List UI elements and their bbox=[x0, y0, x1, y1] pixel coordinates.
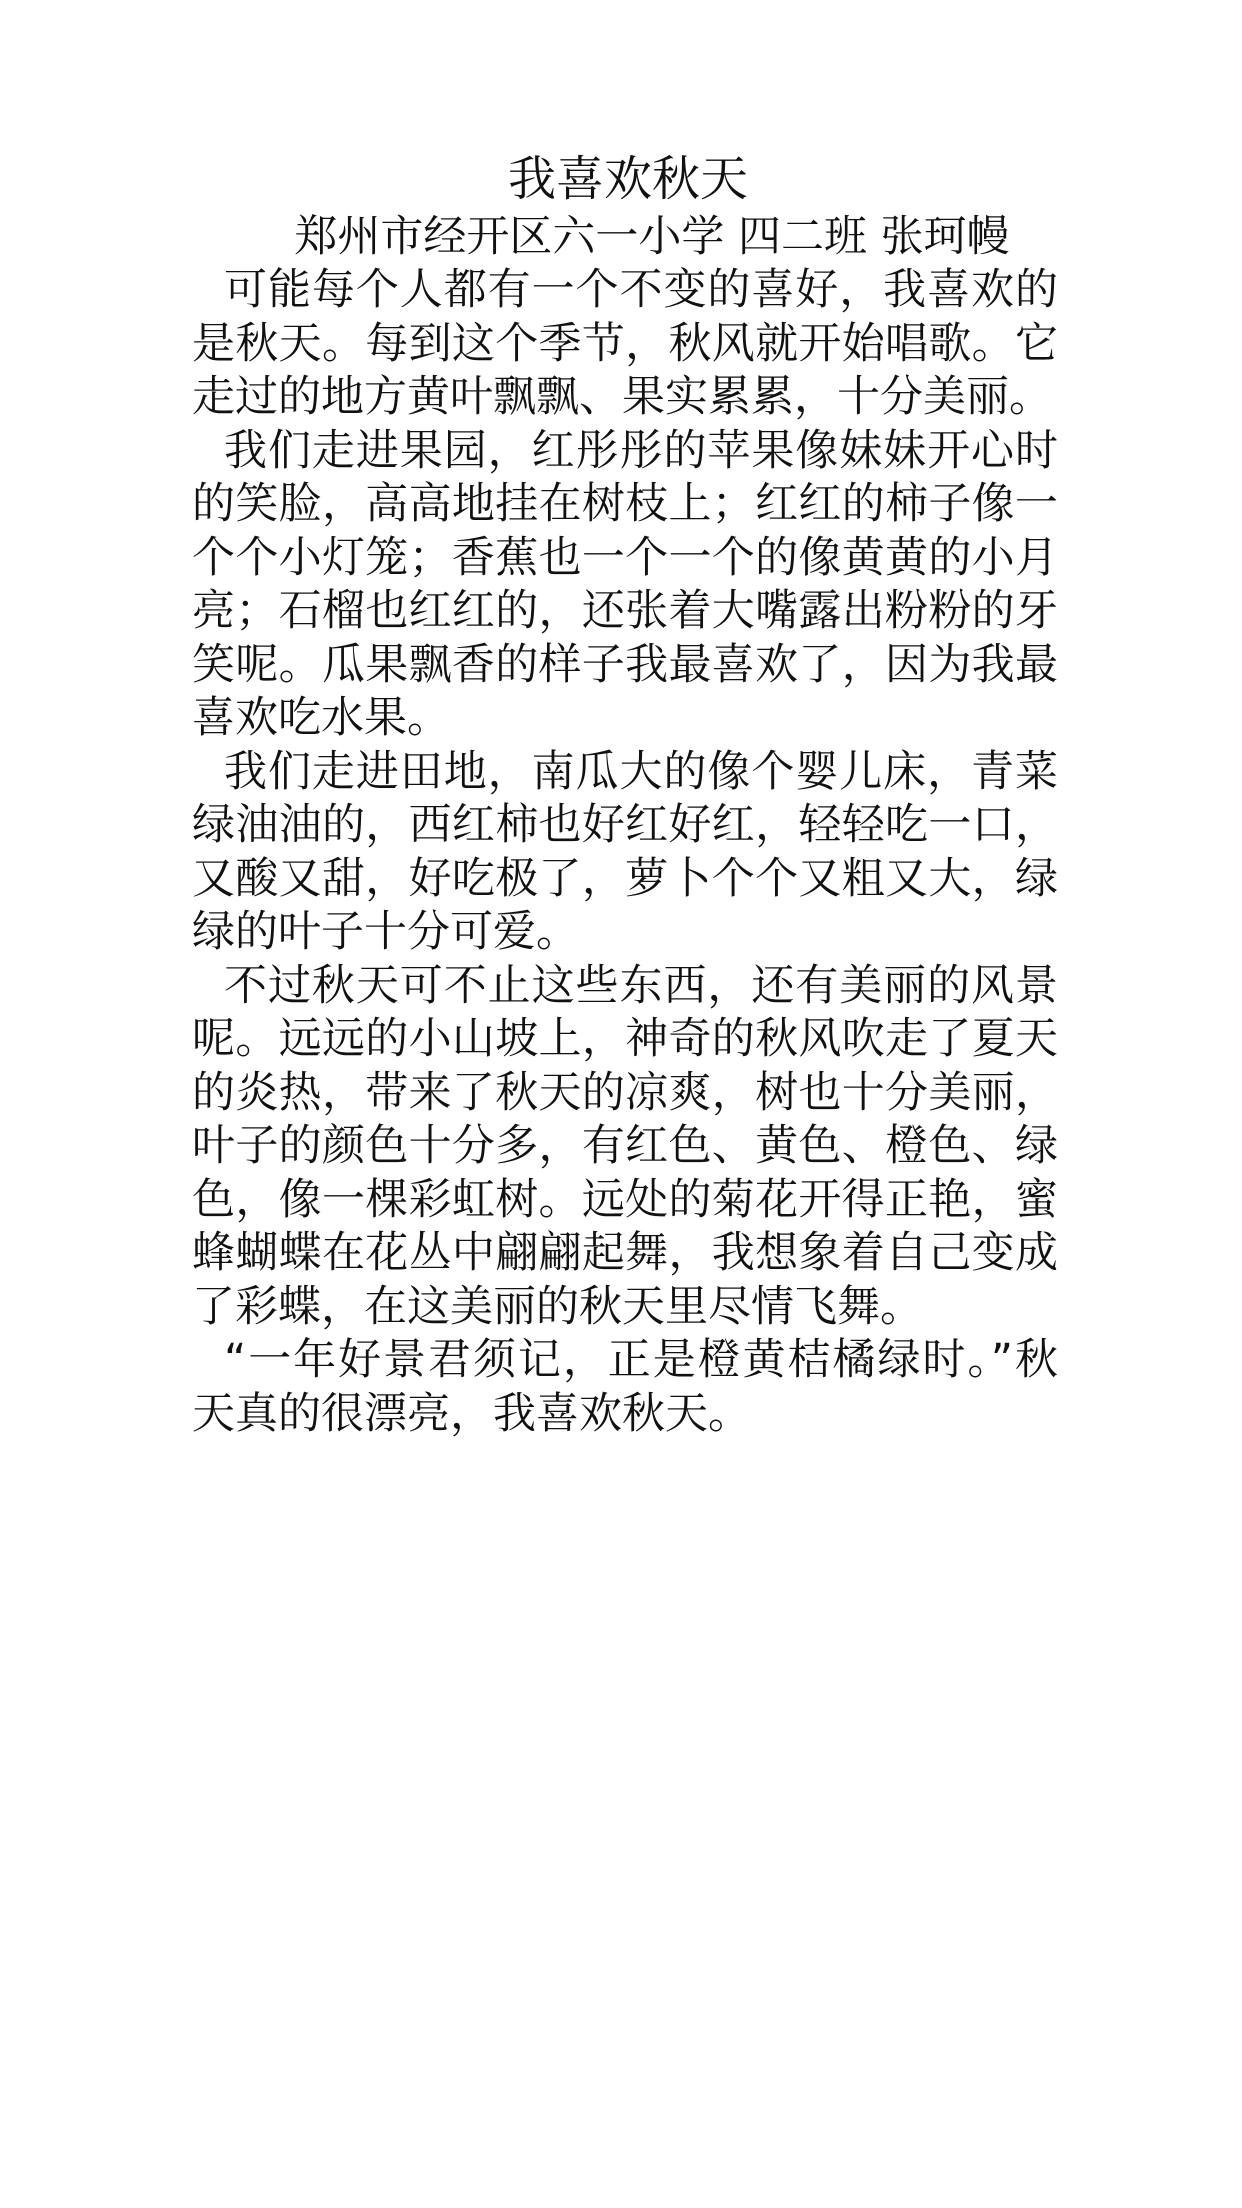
author-byline: 郑州市经开区六一小学 四二班 张珂幔 bbox=[294, 212, 1010, 262]
paragraph-1: 可能每个人都有一个不变的喜好，我喜欢的是秋天。每到这个季节，秋风就开始唱歌。它走过的地方黄叶飘飘、果实累累，十分美丽。 bbox=[192, 265, 1058, 422]
paragraph-3: 我们走进田地，南瓜大的像个婴儿床，青菜绿油油的，西红柿也好红好红，轻轻吃一口，又酸又甜，好吃极了，萝卜个个又粗又大，绿绿的叶子十分可爱。 bbox=[192, 746, 1058, 957]
document-page bbox=[192, 148, 1058, 1441]
document-title: 我喜欢秋天 bbox=[507, 151, 748, 207]
paragraph-4: 不过秋天可不止这些东西，还有美丽的风景呢。远远的小山坡上，神奇的秋风吹走了夏天的炎热，带来了秋天的凉爽，树也十分美丽，叶子的颜色十分多，有红色、黄色、橙色、绿色，像一棵彩虹树。远处的菊花开得正艳，蜜蜂蝴蝶在花丛中翩翩起舞，我想象着自己变成了彩蝶，在这美丽的秋天里尽情飞舞。 bbox=[192, 960, 1058, 1332]
paragraph-5: “一年好景君须记，正是橙黄桔橘绿时。”秋天真的很漂亮，我喜欢秋天。 bbox=[192, 1335, 1058, 1439]
paragraph-2: 我们走进果园，红彤彤的苹果像妹妹开心时的笑脸，高高地挂在树枝上；红红的柿子像一个个小灯笼；香蕉也一个一个的像黄黄的小月亮；石榴也红红的，还张着大嘴露出粉粉的牙笑呢。瓜果飘香的样子我最喜欢了，因为我最喜欢吃水果。 bbox=[192, 425, 1058, 743]
